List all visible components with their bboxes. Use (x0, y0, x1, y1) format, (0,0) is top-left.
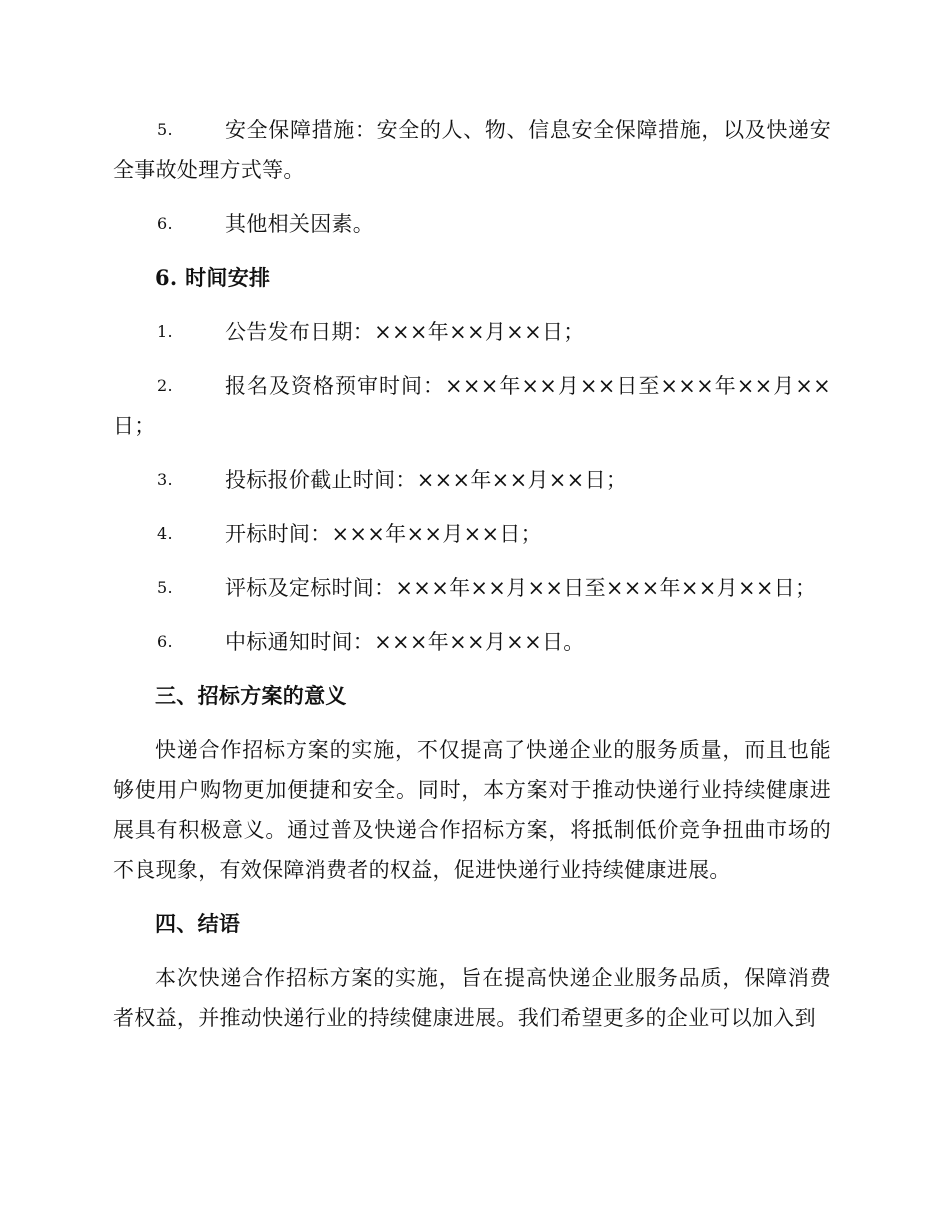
list-item (113, 110, 831, 190)
list-item-number: 2. (157, 376, 173, 395)
schedule-item (113, 514, 831, 554)
list-item-number: 6. (157, 214, 173, 233)
schedule-item (113, 622, 831, 662)
list-item-text: 公告发布日期：×××年××月××日； (225, 320, 585, 344)
list-item-text: 报名及资格预审时间：×××年××月××日至×××年××月××日； (113, 374, 831, 438)
list-item-text: 评标及定标时间：×××年××月××日至×××年××月××日； (225, 576, 817, 600)
schedule-item (113, 568, 831, 608)
list-item-text: 其他相关因素。 (225, 212, 375, 236)
list-item-number: 5. (157, 120, 173, 139)
list-item-text: 投标报价截止时间：×××年××月××日； (225, 468, 628, 492)
list-item-text: 开标时间：×××年××月××日； (225, 522, 542, 546)
section-heading-significance: 三、招标方案的意义 (155, 683, 347, 708)
section-heading-conclusion: 四、结语 (155, 911, 241, 936)
list-item-text: 安全保障措施：安全的人、物、信息安全保障措施，以及快递安全事故处理方式等。 (113, 118, 831, 182)
list-item-number: 3. (157, 470, 173, 489)
schedule-item (113, 312, 831, 352)
list-item-number: 5. (157, 578, 173, 597)
conclusion-paragraph: 本次快递合作招标方案的实施，旨在提高快递企业服务品质，保障消费者权益，并推动快递行业的持续健康进展。我们希望更多的企业可以加入到 (113, 966, 831, 1030)
list-item-number: 1. (157, 322, 173, 341)
list-item (113, 204, 831, 244)
schedule-item (113, 460, 831, 500)
section-heading-schedule: 6. 时间安排 (155, 265, 271, 290)
schedule-item (113, 366, 831, 446)
list-item-number: 4. (157, 524, 173, 543)
document-content (113, 110, 831, 1052)
list-item-number: 6. (157, 632, 173, 651)
significance-paragraph: 快递合作招标方案的实施，不仅提高了快递企业的服务质量，而且也能够使用户购物更加便捷和安全。同时，本方案对于推动快递行业持续健康进展具有积极意义。通过普及快递合作招标方案，将抵制低价竞争扭曲市场的不良现象，有效保障消费者的权益，促进快递行业持续健康进展。 (113, 738, 831, 882)
list-item-text: 中标通知时间：×××年××月××日。 (225, 630, 585, 654)
